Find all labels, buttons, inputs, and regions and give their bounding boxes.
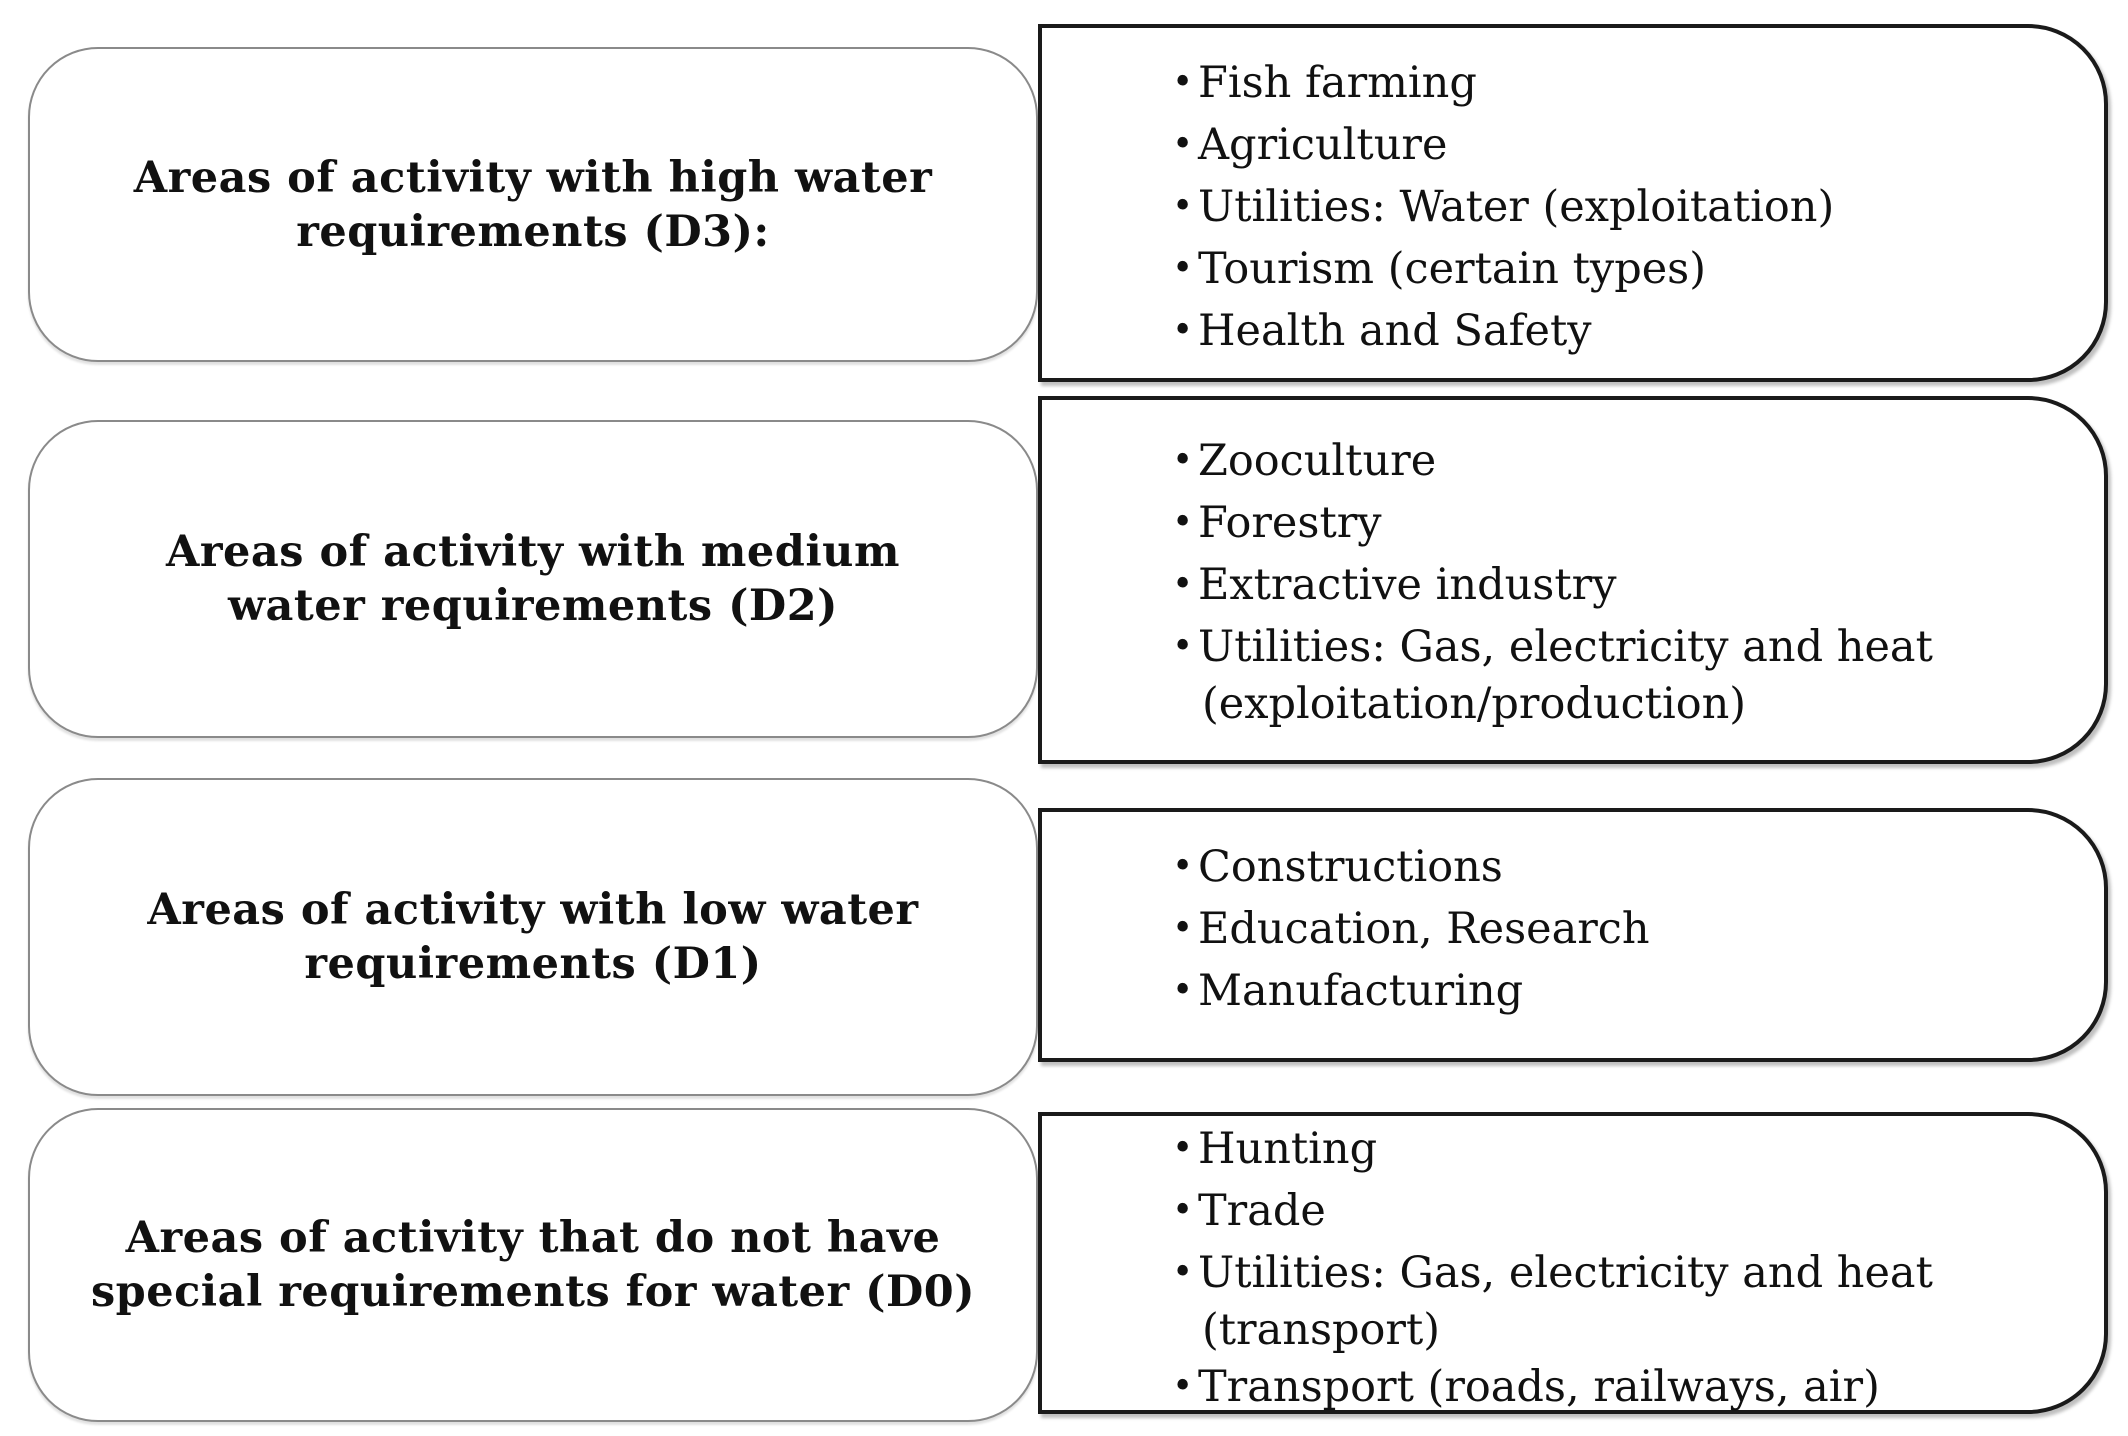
list-item: • Zooculture [1172,430,1933,492]
bullet-icon: • [1172,908,1194,949]
category-title-d0: Areas of activity that do not have special requirements for water (D0) [90,1213,976,1317]
list-item: • Trade [1172,1180,1933,1242]
bullet-icon: • [1172,1366,1194,1407]
bullet-icon: • [1172,1190,1194,1231]
list-item: • Education, Research [1172,898,1650,960]
list-item: • Agriculture [1172,114,1834,176]
list-item: • Utilities: Gas, electricity and heat (exploitation/production) [1172,616,1933,730]
activities-list-d2 [1172,430,1933,730]
bullet-icon: • [1172,564,1194,605]
list-item: • Utilities: Gas, electricity and heat (transport) [1172,1242,1933,1356]
activities-box-d3 [1038,24,2108,382]
activities-box-d2 [1038,396,2108,764]
activities-box-d0 [1038,1112,2108,1414]
bullet-icon: • [1172,1128,1194,1169]
category-box-d3 [28,47,1038,362]
list-item: • Health and Safety [1172,300,1834,362]
list-item: • Extractive industry [1172,554,1933,616]
list-item: • Utilities: Water (exploitation) [1172,176,1834,238]
activities-list-d1 [1172,836,1650,1022]
category-box-d1 [28,778,1038,1096]
bullet-icon: • [1172,502,1194,543]
bullet-icon: • [1172,440,1194,481]
category-box-d2 [28,420,1038,738]
list-item: • Manufacturing [1172,960,1650,1022]
bullet-icon: • [1172,626,1194,667]
category-title-d1: Areas of activity with low water requirements (D1) [147,885,919,989]
list-item: • Constructions [1172,836,1650,898]
activities-box-d1 [1038,808,2108,1062]
bullet-icon: • [1172,62,1194,103]
category-title-d3: Areas of activity with high water requirements (D3): [133,152,933,257]
bullet-icon: • [1172,248,1194,289]
list-item: • Fish farming [1172,52,1834,114]
bullet-icon: • [1172,1252,1194,1293]
list-item: • Hunting [1172,1118,1933,1180]
bullet-icon: • [1172,186,1194,227]
bullet-icon: • [1172,846,1194,887]
list-item: • Tourism (certain types) [1172,238,1834,300]
list-item: • Forestry [1172,492,1933,554]
list-item: • Transport (roads, railways, air) [1172,1356,1933,1418]
bullet-icon: • [1172,970,1194,1011]
bullet-icon: • [1172,124,1194,165]
category-box-d0 [28,1108,1038,1422]
category-title-d2: Areas of activity with medium water requirements (D2) [166,527,900,631]
activities-list-d0 [1172,1118,1933,1418]
bullet-icon: • [1172,310,1194,351]
activities-list-d3 [1172,52,1834,362]
